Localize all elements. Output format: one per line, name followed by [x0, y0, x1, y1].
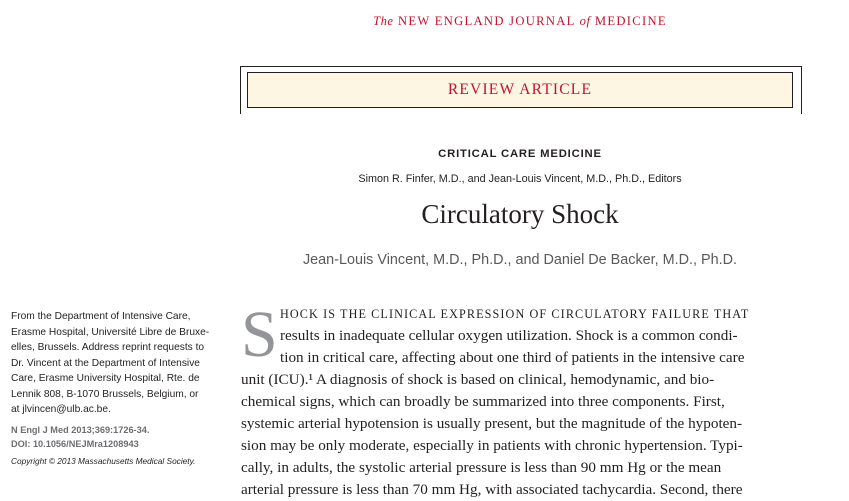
body-line: results in inadequate cellular oxygen utilization. Shock is a common condi-	[280, 327, 738, 344]
small-caps-opening: HOCK IS THE CLINICAL EXPRESSION OF CIRCULATORY FAILURE THAT	[280, 307, 750, 321]
body-line: unit (ICU).¹ A diagnosis of shock is based on clinical, hemodynamic, and bio-	[241, 371, 715, 388]
affiliation-line: elles, Brussels. Address reprint requests to	[11, 342, 205, 353]
masthead-of: of	[579, 14, 591, 28]
review-article-label: REVIEW ARTICLE	[447, 81, 593, 98]
affiliation-line: Erasme Hospital, Université Libre de Bruxe-	[11, 326, 210, 338]
affiliation-line: Care, Erasme University Hospital, Rte. de	[11, 373, 200, 384]
article-title: Circulatory Shock	[421, 199, 619, 229]
series-editors: Simon R. Finfer, M.D., and Jean-Louis Vincent, M.D., Ph.D., Editors	[358, 173, 682, 185]
body-line: tion in critical care, affecting about one third of patients in the intensive care	[280, 349, 745, 366]
section-title: CRITICAL CARE MEDICINE	[438, 148, 602, 160]
citation: N Engl J Med 2013;369:1726-34.	[11, 425, 150, 435]
body-line: cally, in adults, the systolic arterial pressure is less than 90 mm Hg or the mean	[241, 459, 722, 476]
article-authors: Jean-Louis Vincent, M.D., Ph.D., and Daniel De Backer, M.D., Ph.D.	[302, 252, 738, 268]
affiliation-line: at jlvincen@ulb.ac.be.	[11, 404, 111, 415]
body-line: chemical signs, which can broadly be summarized into three components. First,	[241, 393, 725, 410]
drop-cap: S	[241, 298, 278, 371]
masthead-medicine: MEDICINE	[594, 14, 667, 28]
body-line: arterial pressure is less than 70 mm Hg, with associated tachycardia. Second, there	[241, 481, 743, 498]
author-affiliation	[11, 309, 233, 418]
affiliation-line: Lennik 808, B-1070 Brussels, Belgium, or	[11, 388, 199, 400]
masthead-new-england-journal: NEW ENGLAND JOURNAL	[397, 14, 576, 28]
body-line: sion may be only moderate, especially in patients with chronic hypertension. Typi-	[241, 437, 743, 454]
journal-masthead	[240, 14, 800, 29]
affiliation-line: From the Department of Intensive Care,	[11, 311, 191, 322]
doi-link[interactable]: DOI: 10.1056/NEJMra1208943	[11, 439, 139, 449]
copyright-notice: Copyright © 2013 Massachusetts Medical Society.	[11, 456, 196, 466]
body-line: systemic arterial hypotension is usually present, but the magnitude of the hypoten-	[241, 415, 743, 432]
review-article-banner	[247, 72, 793, 108]
masthead-the: The	[373, 14, 394, 28]
article-body	[241, 298, 801, 501]
body-line	[241, 303, 801, 325]
affiliation-line: Dr. Vincent at the Department of Intensive	[11, 357, 200, 369]
